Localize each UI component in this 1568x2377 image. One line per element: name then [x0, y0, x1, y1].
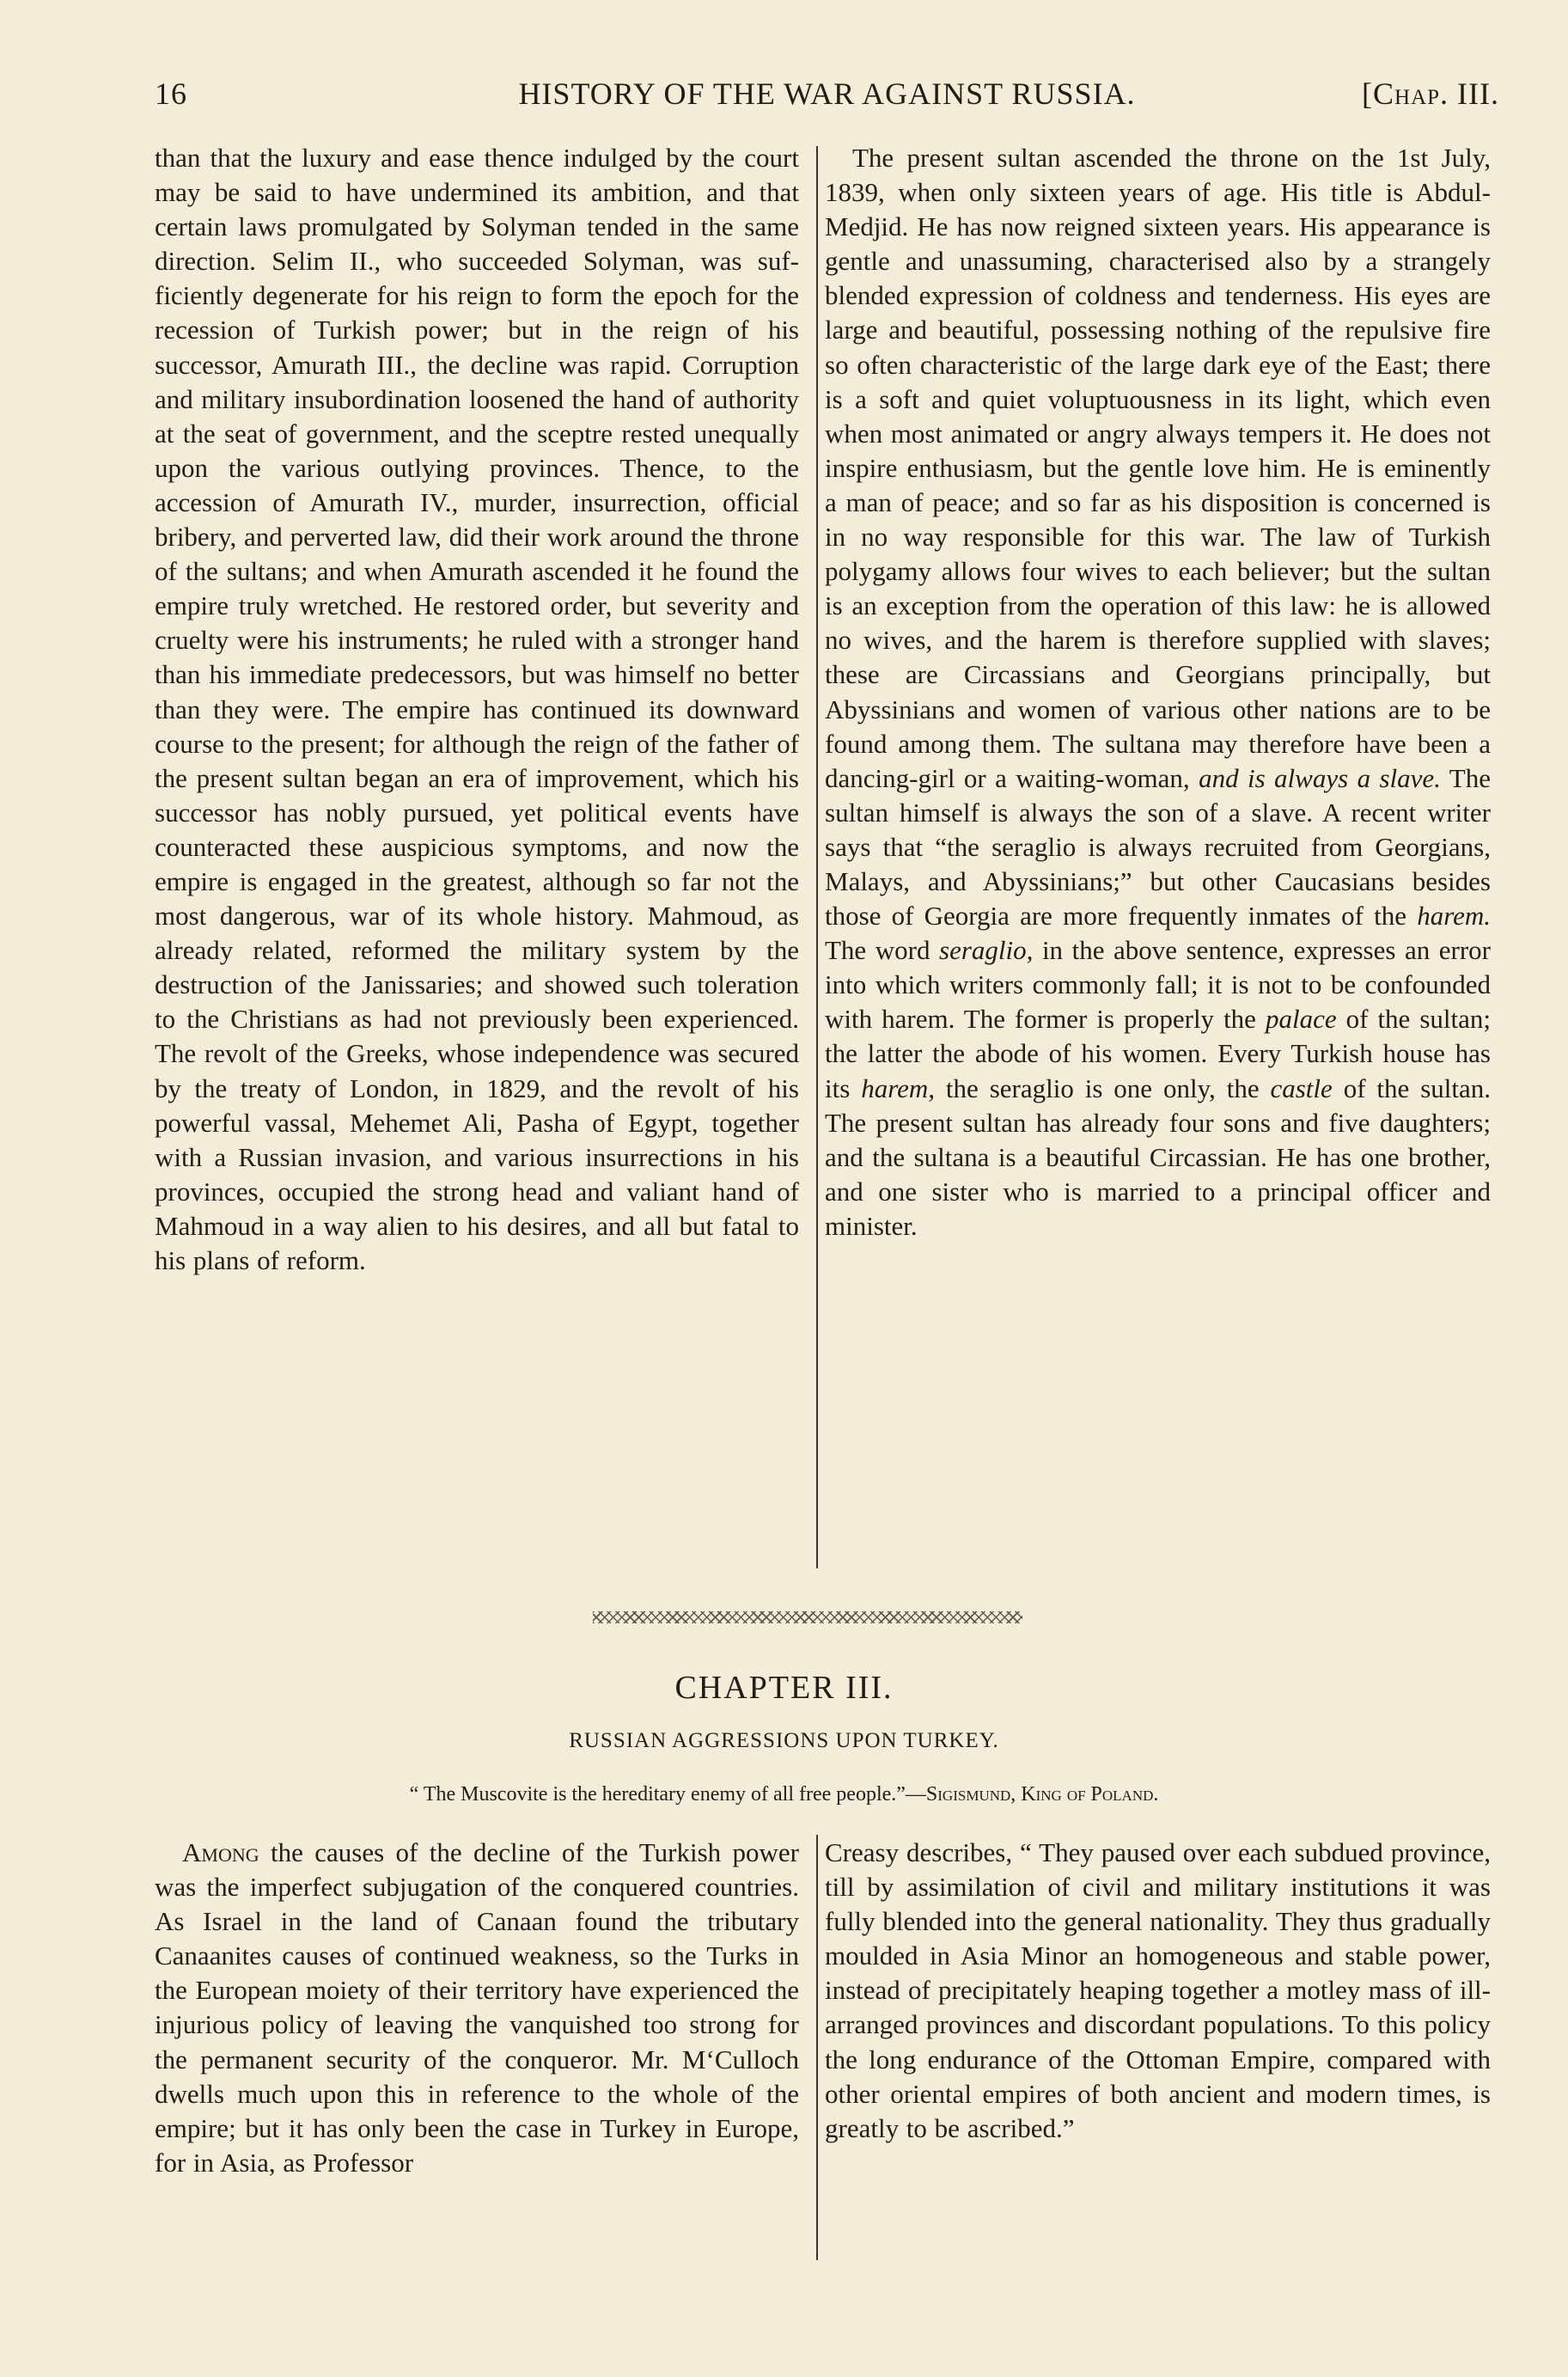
italic-run: seraglio, [939, 935, 1034, 966]
text-run: the seraglio is one only, the [935, 1072, 1271, 1103]
top-right-column [825, 141, 1491, 1243]
text-run: The present sultan ascended the throne on the 1st July, 1839, when only sixteen years of age. His title is Abdul-Medjid. He has now reigned sixteen years. His appearance is gentle and unassuming, characterised also by a strangely blended expression of coldness and tenderness. His eyes are large and beautiful, possessing nothing of the repulsive fire so often characteristic of the large dark eye of the East; there is a soft and quiet voluptuousness in its light, which even when most animated or angry always tempers it. He does not inspire enthusiasm, but the gentle love him. He is eminently a man of peace; and so far as his disposition is concerned is in no way responsible for this war. The law of Turkish polygamy allows four wives to each believer; but the sultan is an exception from the operation of this law: he is allowed no wives, and the harem is therefore supplied with slaves; these are Circassians and Georgians principally, but Abyssinians and women of various other nations are to be found among them. The sultana may therefore have been a dancing-girl or a waiting-woman, [825, 143, 1491, 793]
chapter-title: CHAPTER III. [674, 1670, 894, 1706]
paragraph-decline-of-empire: than that the luxury and ease thence indulged by the court may be said to have undermined its ambition, and that certain laws promulgated by Solyman tended in the same direction. Selim II., who succeeded Solyman, was sufficiently degenerate for his reign to form the epoch for the recession of Turkish power; but in the reign of his successor, Amurath III., the decline was rapid. Corruption and military insubordination loosened the hand of authority at the seat of government, and the sceptre rested unequally upon the various outlying provinces. Thence, to the accession of Amurath IV., murder, insurrection, official bribery, and perverted law, did their work around the throne of the sultans; and when Amurath ascended it he found the empire truly wretched. He restored order, but severity and cruelty were his instruments; he ruled with a stronger hand than his immediate predecessors, but was himself no better than they were. The empire has continued its downward course to the present; for although the reign of the father of the present sultan began an era of improvement, which his successor has nobly pursued, yet political events have counteracted these auspicious symptoms, and now the empire is engaged in the greatest, although so far not the most dangerous, war of its whole history. Mahmoud, as already related, reformed the military system by the destruction of the Janissaries; and showed such toleration to the Christians as had not previously been experienced. The revolt of the Greeks, whose independence was secured by the treaty of London, in 1829, and the revolt of his powerful vassal, Mehemet Ali, Pasha of Egypt, together with a Russian invasion, and various insurrections in his provinces, occupied the strong head and valiant hand of Mahmoud in a way alien to his desires, and all but fatal to his plans of reform. [155, 143, 799, 1275]
column-divider-top [816, 146, 818, 1568]
text-run: The sultan himself is always the son of a slave. A recent writer says that “the seraglio is always recruited from Georgians, Malays, and Abyssinians;” but other Caucasians besides those of Georgia are more frequently inmates of the [825, 762, 1491, 932]
column-divider-bottom [816, 1835, 818, 2260]
paragraph-causes-of-decline [155, 1836, 799, 2180]
ornamental-wavy-divider [593, 1611, 1022, 1623]
text-run: in the above sentence, expresses an error into which writers commonly fall; it is not to be confounded with harem. The former is properly the [825, 935, 1492, 1035]
page-header [155, 76, 1499, 120]
epigraph-attribution: Sigismund, King of Poland. [925, 1783, 1159, 1806]
chapter-epigraph [0, 1783, 1568, 1806]
top-left-column [155, 141, 799, 1278]
running-title: HISTORY OF THE WAR AGAINST RUSSIA. [518, 76, 1136, 111]
text-run: The word [825, 935, 940, 966]
page-number: 16 [155, 76, 187, 111]
italic-run: and is always a slave. [1199, 762, 1441, 793]
text-run: the causes of the decline of the Turkish power was the imperfect subjugation of the conquered countries. As Israel in the land of Canaan found the tributary Canaanites causes of continued weakness, so the Turks in the European moiety of their territory have experienced the injurious policy of leaving the vanquished too strong for the permanent security of the conqueror. Mr. M‘Culloch dwells much upon this in reference to the whole of the empire; but it has only been the case in Turkey in Europe, for in Asia, as Professor [155, 1837, 799, 2178]
bottom-left-column [155, 1836, 799, 2180]
lead-word: Among [182, 1837, 259, 1867]
chapter-subtitle: RUSSIAN AGGRESSIONS UPON TURKEY. [569, 1729, 999, 1752]
paragraph-creasy-quote: Creasy describes, “ They paused over each subdued province, till by assimilation of civil and military institutions it was fully blended into the general nationality. They thus gradually moulded in Asia Minor an homogeneous and stable power, instead of precipitately heaping together a motley mass of ill-arranged provinces and discordant populations. To this policy the long endurance of the Ottoman Empire, compared with other oriental empires of both ancient and modern times, is greatly to be ascribed.” [825, 1837, 1491, 2143]
italic-run: harem, [861, 1072, 936, 1103]
epigraph-quote: “ The Muscovite is the hereditary enemy of all free people.”— [409, 1783, 926, 1806]
italic-run: palace [1265, 1004, 1337, 1035]
italic-run: castle [1270, 1072, 1333, 1103]
bottom-right-column [825, 1836, 1491, 2146]
chapter-reference: [Chap. III. [1362, 76, 1499, 111]
paragraph-present-sultan [825, 141, 1491, 1243]
text-run: of the sultan. The present sultan has already four sons and five daughters; and the sultana is a beautiful Circassian. He has one brother, and one sister who is married to a principal officer and minister. [825, 1072, 1491, 1241]
text-run: of the sultan; the latter the abode of his women. Every Turkish house has its [825, 1004, 1491, 1103]
italic-run: harem. [1417, 901, 1491, 932]
